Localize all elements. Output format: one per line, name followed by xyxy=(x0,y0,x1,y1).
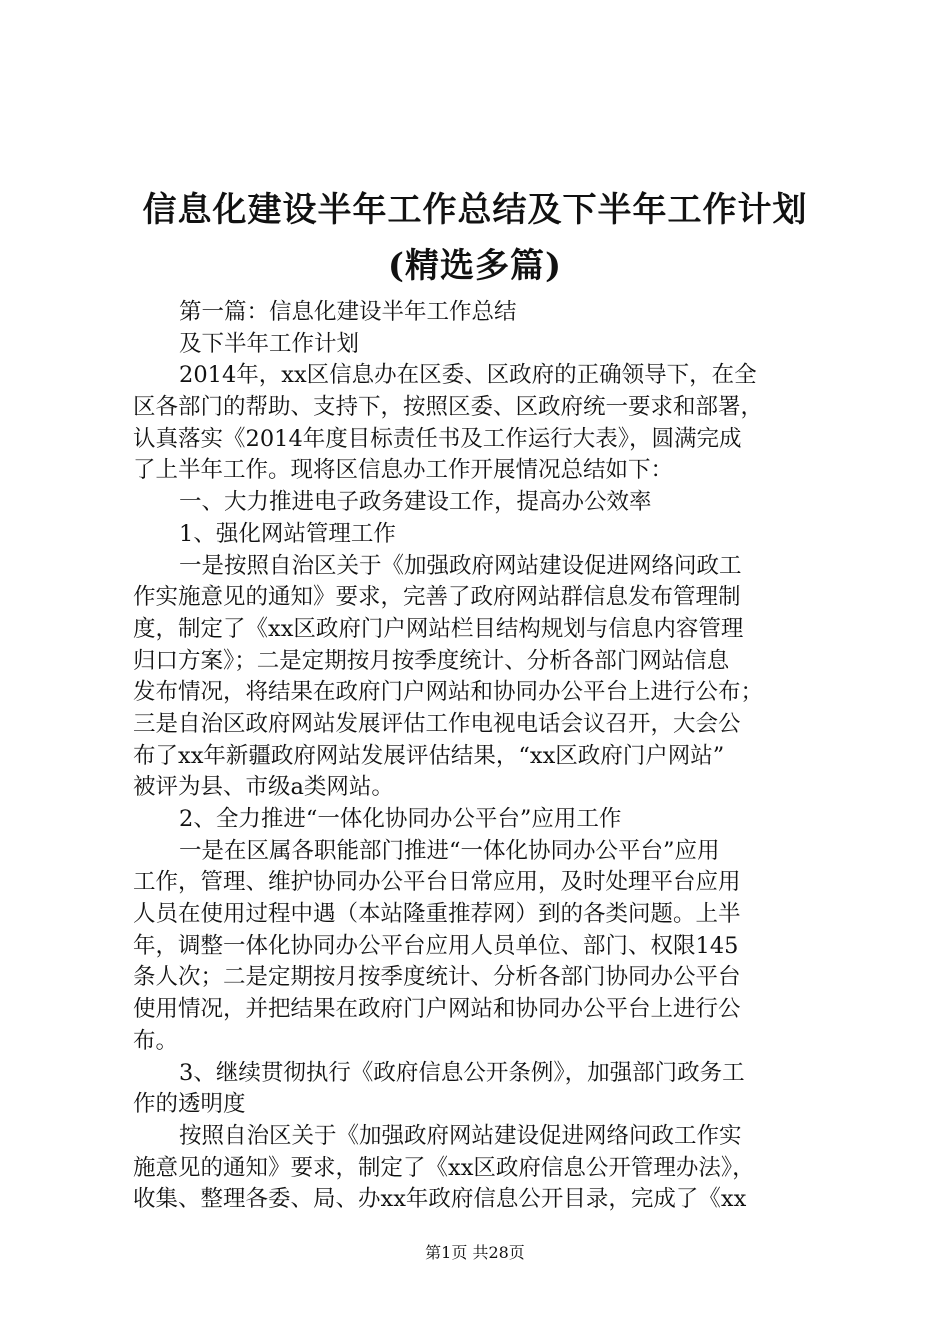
text-line: 施意见的通知》要求，制定了《xx区政府信息公开管理办法》， xyxy=(133,1154,755,1181)
text-line: 收集、整理各委、局、办xx年政府信息公开目录，完成了《xx xyxy=(133,1186,747,1213)
document-title: 信息化建设半年工作总结及下半年工作计划 xyxy=(142,190,808,230)
section-heading: 一、大力推进电子政务建设工作，提高办公效率 xyxy=(179,489,652,516)
text-line: 使用情况，并把结果在政府门户网站和协同办公平台上进行公 xyxy=(133,996,741,1023)
text-line: 布了xx年新疆政府网站发展评估结果，“xx区政府门户网站” xyxy=(133,742,725,769)
text-line: 认真落实《2014年度目标责任书及工作运行大表》，圆满完成 xyxy=(133,425,742,452)
text-line: 归口方案》；二是定期按月按季度统计、分析各部门网站信息 xyxy=(133,647,730,674)
text-line: 发布情况，将结果在政府门户网站和协同办公平台上进行公布； xyxy=(133,679,764,706)
subsection-heading: 2、全力推进“一体化协同办公平台”应用工作 xyxy=(179,806,622,832)
text-line: 一是按照自治区关于《加强政府网站建设促进网络问政工 xyxy=(179,552,742,579)
text-line: 按照自治区关于《加强政府网站建设促进网络问政工作实 xyxy=(179,1122,742,1149)
subsection-heading: 1、强化网站管理工作 xyxy=(179,520,396,547)
text-line: 一是在区属各职能部门推进“一体化协同办公平台”应用 xyxy=(179,837,720,864)
text-line: 布。 xyxy=(133,1027,179,1054)
text-line: 区各部门的帮助、支持下，按照区委、区政府统一要求和部署， xyxy=(133,394,764,421)
text-line: 工作，管理、维护协同办公平台日常应用，及时处理平台应用 xyxy=(133,869,741,896)
text-line: 度，制定了《xx区政府门户网站栏目结构规划与信息内容管理 xyxy=(133,615,744,642)
text-line: 三是自治区政府网站发展评估工作电视电话会议召开，大会公 xyxy=(133,710,741,737)
text-line: 作的透明度 xyxy=(133,1091,246,1118)
text-line: 及下半年工作计划 xyxy=(179,330,360,357)
document-body xyxy=(133,297,833,1216)
subsection-heading: 3、继续贯彻执行《政府信息公开条例》，加强部门政务工 xyxy=(179,1059,745,1086)
text-line: 被评为县、市级a类网站。 xyxy=(133,774,394,801)
text-line: 人员在使用过程中遇（本站隆重推荐网）到的各类问题。上半 xyxy=(133,901,741,928)
text-line: 作实施意见的通知》要求，完善了政府网站群信息发布管理制 xyxy=(133,584,741,611)
text-line: 2014年，xx区信息办在区委、区政府的正确领导下，在全 xyxy=(179,362,757,389)
document-subtitle: (精选多篇) xyxy=(387,246,563,286)
text-line: 条人次；二是定期按月按季度统计、分析各部门协同办公平台 xyxy=(133,964,741,991)
text-line: 了上半年工作。现将区信息办工作开展情况总结如下： xyxy=(133,457,674,484)
text-line: 年，调整一体化协同办公平台应用人员单位、部门、权限145 xyxy=(133,932,739,959)
text-line: 第一篇：信息化建设半年工作总结 xyxy=(179,299,517,325)
page-number-footer: 第1页 共28页 xyxy=(425,1243,525,1262)
